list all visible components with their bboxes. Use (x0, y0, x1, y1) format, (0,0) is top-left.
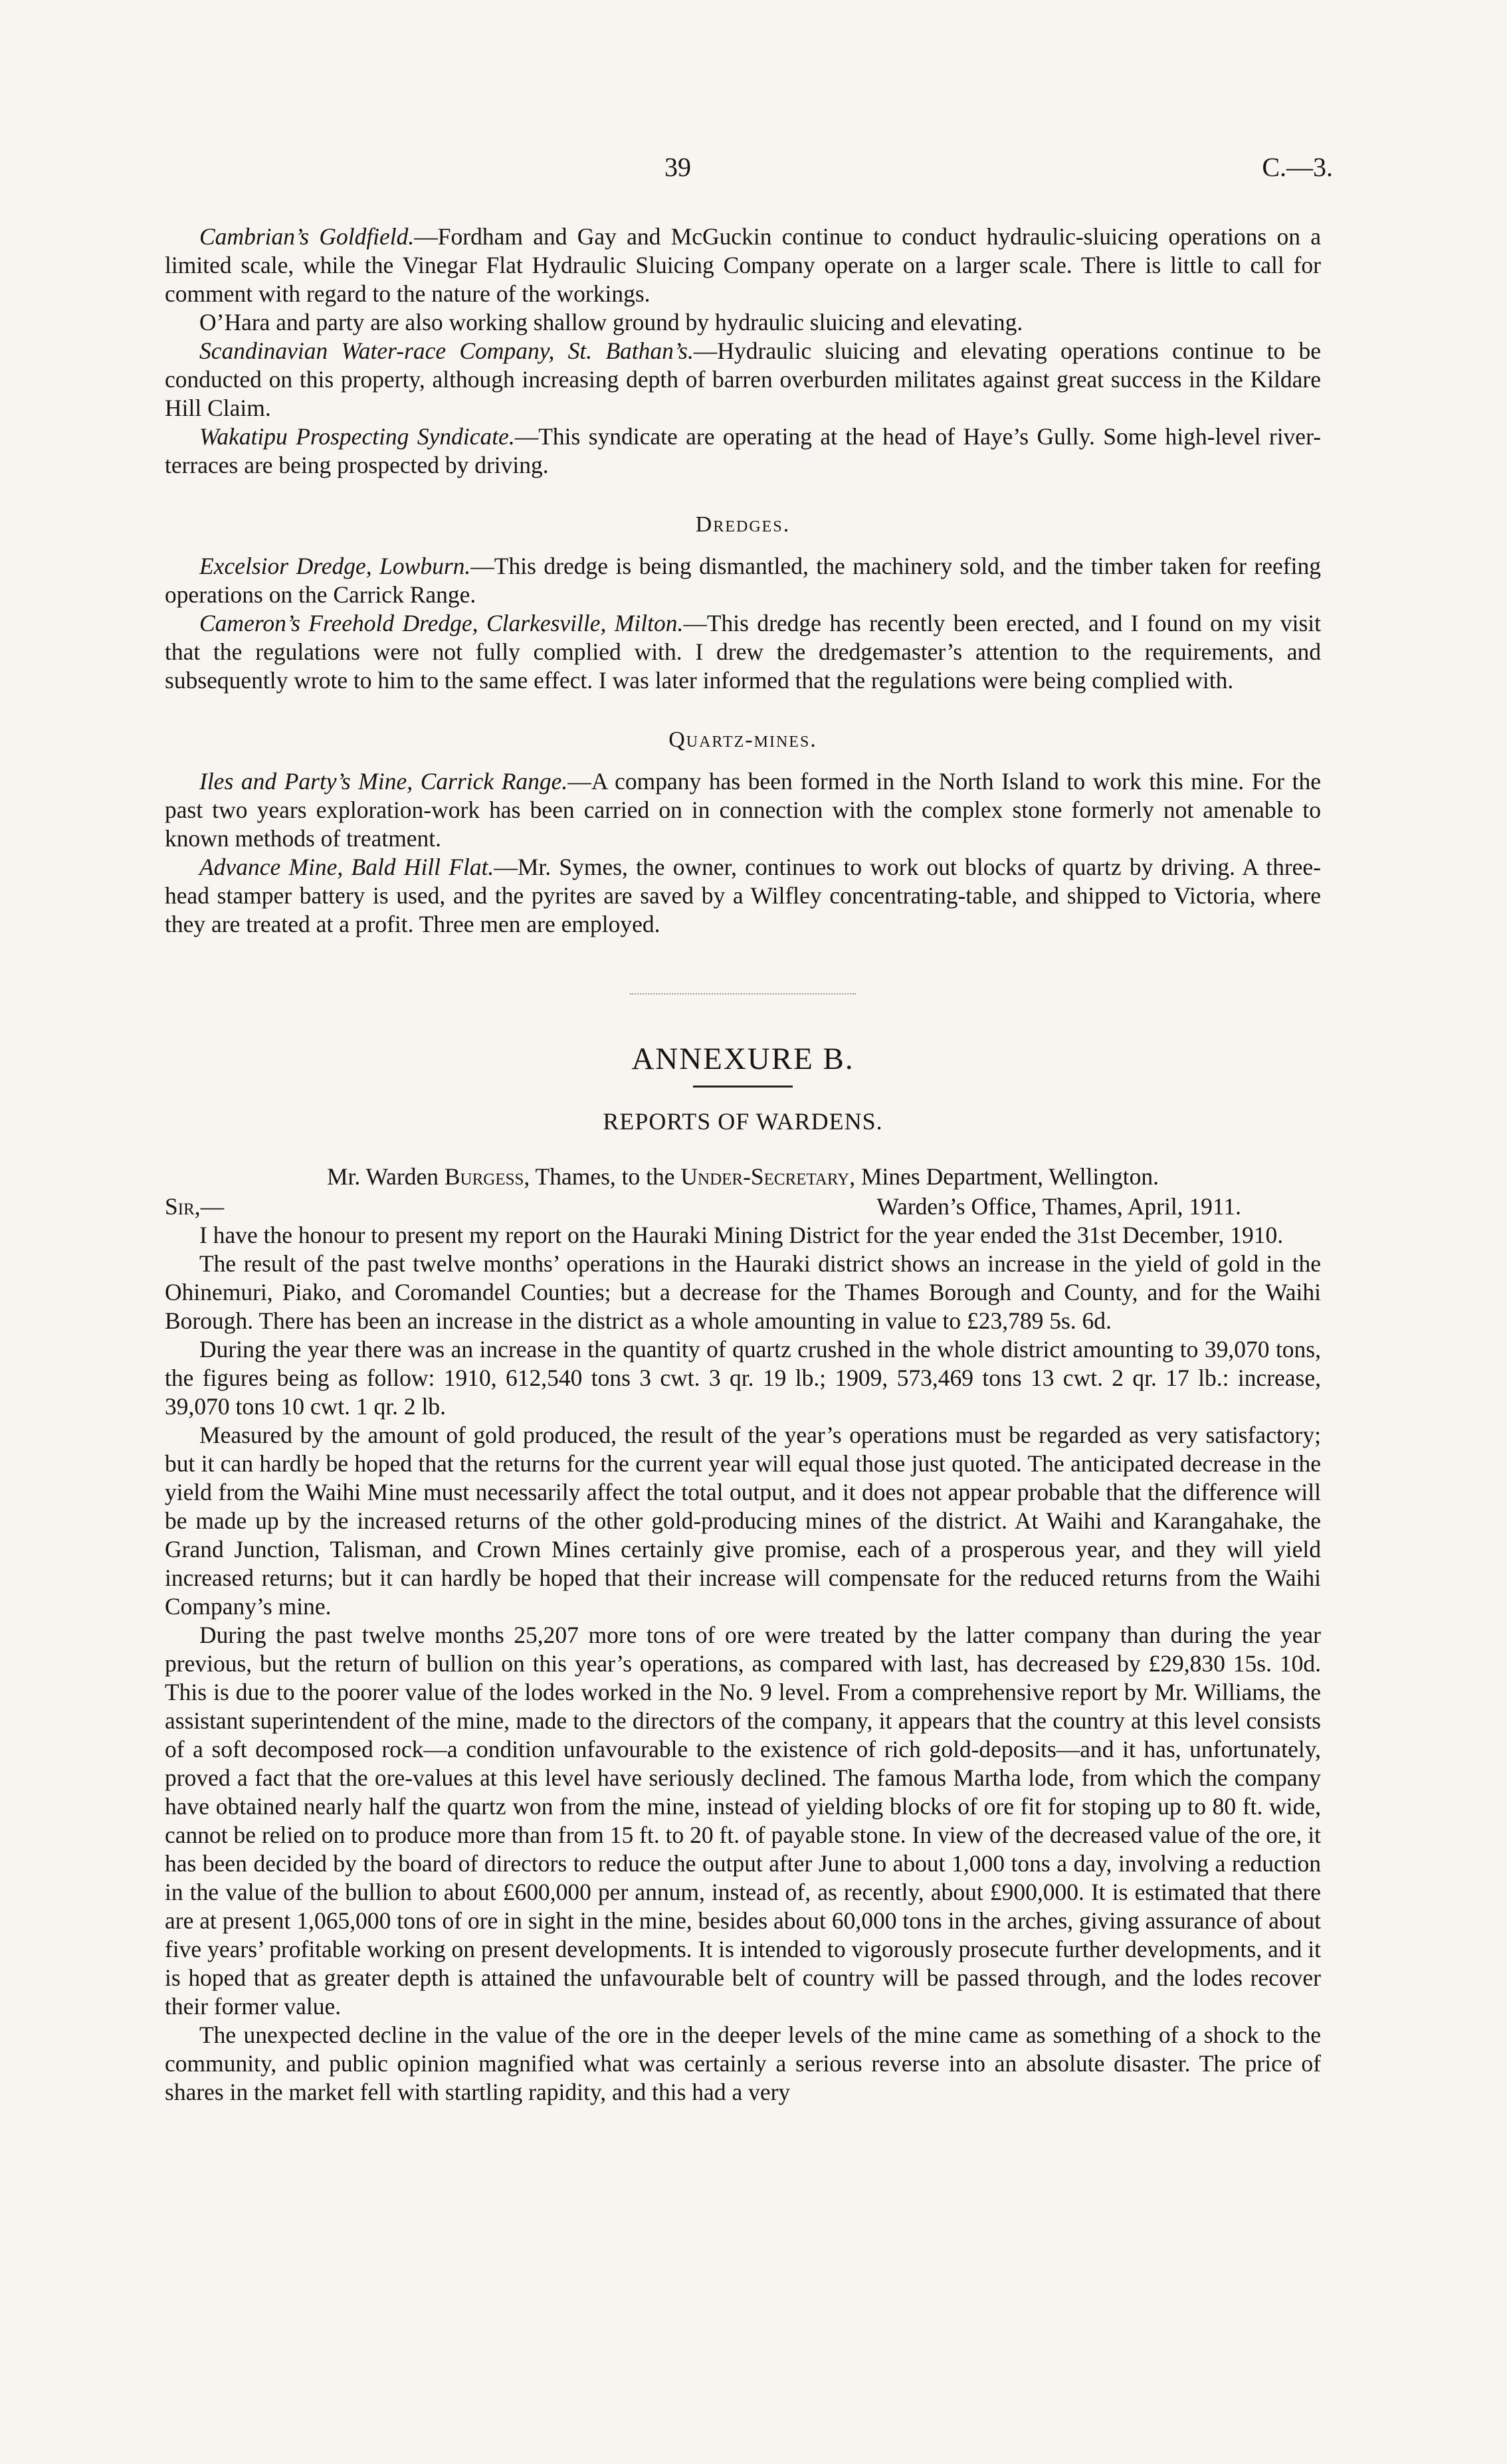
paragraph-text: —This dredge is being dismantled, the machinery sold, and the timber taken for reefing operations on the Carrick Range. (165, 553, 1321, 608)
paragraph-ohara-party (165, 308, 1321, 337)
salutation-line (165, 1192, 1321, 1221)
paragraph-excelsior-dredge (165, 552, 1321, 609)
report-paragraph: During the past twelve months 25,207 more tons of ore were treated by the latter company than during the year previous, but the return of bullion on this year’s operations, as compared with last, has decreased by £29,830 15s. 10d. This is due to the poorer value of the lodes worked in the No. 9 level. From a comprehensive report by Mr. Williams, the assistant superintendent of the mine, made to the directors of the company, it appears that the country at this level consists of a soft decomposed rock—a condition unfavourable to the existence of rich gold-deposits—and it has, unfortunately, proved a fact that the ore-values at this level have seriously declined. The famous Martha lode, from which the company have obtained nearly half the quartz won from the mine, instead of yielding blocks of ore fit for stoping up to 80 ft. wide, cannot be relied on to produce more than from 15 ft. to 20 ft. of payable stone. In view of the decreased value of the ore, it has been decided by the board of directors to reduce the output after June to about 1,000 tons a day, involving a reduction in the value of the bullion to about £600,000 per annum, instead of, as recently, about £900,000. It is estimated that there are at present 1,065,000 tons of ore in sight in the mine, besides about 60,000 tons in the arches, giving assurance of about five years’ profitable working on present developments. It is intended to vigorously prosecute further developments, and it is hoped that as greater depth is attained the unfavourable belt of country will be passed through, and the lodes recover their former value. (165, 1622, 1321, 2020)
body-text (165, 223, 1321, 2107)
recipient-name: Under-Secretary (680, 1163, 850, 1190)
paragraph-iles-mine (165, 767, 1321, 853)
section-heading-dredges: Dredges. (695, 512, 791, 537)
addressee-suffix: , Mines Department, Wellington. (849, 1163, 1159, 1190)
paragraph-lead: Cameron’s Freehold Dredge, Clarkesville, Milton. (199, 610, 684, 636)
title-rule (693, 1086, 793, 1088)
salutation: Sir,— (165, 1193, 225, 1220)
paragraph-scandinavian-water-race (165, 337, 1321, 423)
paragraph-camerons-dredge (165, 609, 1321, 695)
paragraph-text: —Fordham and Gay and McGuckin continue to conduct hydraulic-sluicing operations on a limited scale, while the Vinegar Flat Hydraulic Sluicing Company operate on a larger scale. There is little to call for comment with regard to the nature of the workings. (165, 223, 1322, 307)
paragraph-advance-mine (165, 853, 1321, 939)
addressee-prefix: Mr. Warden (326, 1163, 439, 1190)
office-date-line: Warden’s Office, Thames, April, 1911. (876, 1193, 1241, 1220)
document-reference: C.—3. (1262, 152, 1333, 182)
paragraph-text: —This dredge has recently been erected, and I found on my visit that the regulations were not fully complied with. I drew the dredgemaster’s attention to the requirements, and subsequently wrote to him to the same effect. I was later informed that the regulations were being complied with. (165, 610, 1321, 694)
section-heading-quartz-mines: Quartz-mines. (668, 727, 817, 752)
paragraph-lead: Scandinavian Water-race Company, St. Bathan’s. (199, 337, 694, 364)
paragraph-text: —This syndicate are operating at the head of Haye’s Gully. Some high-level river-terraces are being prospected by driving. (165, 423, 1321, 478)
annexure-title: ANNEXURE B. (631, 1042, 854, 1076)
paragraph-text: —Mr. Symes, the owner, continues to work out blocks of quartz by driving. A three-head stamper battery is used, and the pyrites are saved by a Wilfley concentrating-table, and shipped to Victoria, where they are treated at a profit. Three men are employed. (165, 854, 1321, 937)
report-paragraph: The result of the past twelve months’ operations in the Hauraki district shows an increase in the yield of gold in the Ohinemuri, Piako, and Coromandel Counties; but a decrease for the Thames Borough and County, and for the Waihi Borough. There has been an increase in the district as a whole amounting in value to £23,789 5s. 6d. (165, 1250, 1321, 1334)
paragraph-text: —Hydraulic sluicing and elevating operations continue to be conducted on this property, although increasing depth of barren overburden militates against great success in the Kildare Hill Claim. (165, 337, 1321, 421)
reports-subtitle: REPORTS OF WARDENS. (603, 1108, 883, 1135)
warden-name: Burgess (444, 1163, 524, 1190)
paragraph-lead: Iles and Party’s Mine, Carrick Range. (199, 768, 568, 795)
addressee-line (165, 1163, 1321, 1191)
page-header (0, 151, 1507, 191)
addressee-middle: , Thames, to the (524, 1163, 675, 1190)
report-paragraph: Measured by the amount of gold produced, the result of the year’s operations must be regarded as very satisfactory; but it can hardly be hoped that the returns for the current year will equal those just quoted. The anticipated decrease in the yield from the Waihi Mine must necessarily affect the total output, and it does not appear probable that the difference will be made up by the increased returns of the other gold-producing mines of the district. At Waihi and Karangahake, the Grand Junction, Talisman, and Crown Mines certainly give promise, each of a prosperous year, and they will yield increased returns; but it can hardly be hoped that their increase will compensate for the reduced returns from the Waihi Company’s mine. (165, 1422, 1321, 1620)
report-paragraph: I have the honour to present my report on the Hauraki Mining District for the year ended the 31st December, 1910. (199, 1222, 1284, 1248)
paragraph-text: —A company has been formed in the North Island to work this mine. For the past two years exploration-work has been carried on in connection with the complex stone formerly not amenable to known methods of treatment. (165, 768, 1321, 852)
paragraph-lead: Wakatipu Prospecting Syndicate. (199, 423, 515, 450)
paragraph-lead: Excelsior Dredge, Lowburn. (199, 553, 471, 579)
paragraph-text: O’Hara and party are also working shallow ground by hydraulic sluicing and elevating. (199, 309, 1023, 335)
paragraph-cambrians-goldfield (165, 223, 1321, 308)
paragraph-lead: Advance Mine, Bald Hill Flat. (199, 854, 494, 880)
report-paragraph: The unexpected decline in the value of the ore in the deeper levels of the mine came as something of a shock to the community, and public opinion magnified what was certainly a serious reverse into an absolute disaster. The price of shares in the market fell with startling rapidity, and this had a very (165, 2022, 1321, 2105)
paragraph-wakatipu-syndicate (165, 423, 1321, 480)
section-separator (630, 993, 856, 995)
report-paragraph: During the year there was an increase in the quantity of quartz crushed in the whole district amounting to 39,070 tons, the figures being as follow: 1910, 612,540 tons 3 cwt. 3 qr. 19 lb.; 1909, 573,469 tons 13 cwt. 2 qr. 17 lb.: increase, 39,070 tons 10 cwt. 1 qr. 2 lb. (165, 1336, 1321, 1420)
page-number: 39 (664, 152, 691, 182)
paragraph-lead: Cambrian’s Goldfield. (199, 223, 415, 250)
